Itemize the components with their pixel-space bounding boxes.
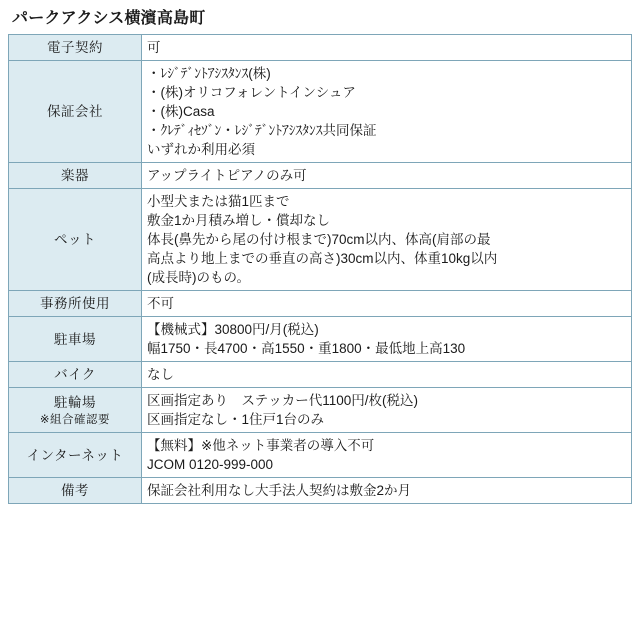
row-label-text: 保証会社 (47, 104, 103, 119)
table-row (9, 61, 632, 163)
row-value-line: アップライトピアノのみ可 (147, 168, 307, 183)
row-value-line: ・(株)オリコフォレントインシュア (147, 85, 356, 100)
row-label-text: インターネット (26, 447, 124, 463)
table-row (9, 291, 632, 317)
row-label-text: 駐車場 (54, 331, 96, 347)
row-label-text: 事務所使用 (40, 296, 110, 311)
row-value (142, 291, 632, 317)
row-value (142, 433, 632, 478)
property-spec-table (8, 34, 632, 504)
row-label (9, 317, 142, 362)
row-value (142, 61, 632, 163)
row-value (142, 478, 632, 504)
table-row (9, 317, 632, 362)
row-value-line: 敷金1か月積み増し・償却なし (147, 213, 331, 228)
row-value (142, 362, 632, 388)
row-value-line: 区画指定なし・1住戸1台のみ (147, 412, 325, 427)
row-label-text: 駐輪場 (54, 394, 96, 410)
row-label-text: ペット (54, 232, 96, 247)
table-row (9, 362, 632, 388)
row-value-line: ・ﾚｼﾞﾃﾞﾝﾄｱｼｽﾀﾝｽ(株) (147, 66, 271, 81)
row-value-line: なし (147, 367, 174, 382)
table-row (9, 189, 632, 291)
row-value-line: 不可 (147, 296, 174, 311)
row-label-text: 電子契約 (47, 40, 103, 55)
row-value-line: 区画指定あり ステッカー代1100円/枚(税込) (147, 393, 419, 408)
row-value (142, 317, 632, 362)
row-label-text: 楽器 (61, 168, 89, 183)
row-value (142, 189, 632, 291)
row-value-line: JCOM 0120-999-000 (147, 457, 274, 472)
table-row (9, 35, 632, 61)
row-label (9, 163, 142, 189)
row-value (142, 388, 632, 433)
table-body (9, 35, 632, 504)
row-value-line: いずれか利用必須 (147, 142, 255, 157)
row-label (9, 388, 142, 433)
row-value (142, 35, 632, 61)
page-title: パークアクシス横濱高島町 (12, 10, 206, 27)
row-label (9, 189, 142, 291)
table-row (9, 433, 632, 478)
row-label (9, 35, 142, 61)
row-value-line: (成長時)のもの。 (147, 270, 250, 285)
row-value-line: ・(株)Casa (147, 104, 215, 119)
row-value-line: 保証会社利用なし大手法人契約は敷金2か月 (147, 483, 412, 498)
row-label (9, 478, 142, 504)
row-label-note: ※組合確認要 (39, 413, 111, 426)
row-value (142, 163, 632, 189)
row-label-text: バイク (54, 367, 96, 382)
row-label (9, 291, 142, 317)
row-label-text: 備考 (61, 483, 89, 498)
table-row (9, 163, 632, 189)
row-value-line: 【無料】※他ネット事業者の導入不可 (147, 438, 375, 453)
row-value-line: 【機械式】30800円/月(税込) (147, 322, 319, 337)
row-label (9, 61, 142, 163)
row-value-line: ・ｸﾚﾃﾞｨｾｿﾞﾝ・ﾚｼﾞﾃﾞﾝﾄｱｼｽﾀﾝｽ共同保証 (147, 123, 377, 138)
row-label (9, 362, 142, 388)
row-value-line: 小型犬または猫1匹まで (147, 194, 290, 209)
row-value-line: 幅1750・長4700・高1550・重1800・最低地上高130 (147, 341, 466, 356)
table-row (9, 388, 632, 433)
row-label (9, 433, 142, 478)
row-value-line: 体長(鼻先から尾の付け根まで)70cm以内、体高(肩部の最 (147, 232, 491, 247)
table-row (9, 478, 632, 504)
row-value-line: 高点より地上までの垂直の高さ)30cm以内、体重10kg以内 (147, 251, 498, 266)
row-value-line: 可 (147, 40, 161, 55)
